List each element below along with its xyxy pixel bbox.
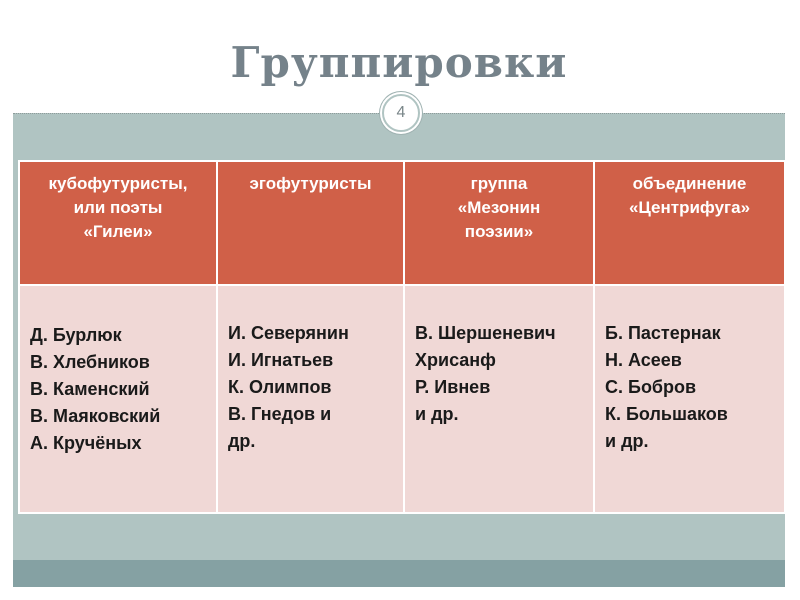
header-line: кубофутуристы, xyxy=(48,174,188,193)
slide-title: Группировки xyxy=(230,38,568,87)
member-name: И. Игнатьев xyxy=(228,350,334,370)
member-name: и др. xyxy=(415,404,459,424)
header-line: «Гилеи» xyxy=(83,222,153,241)
member-name: В. Маяковский xyxy=(30,406,161,426)
header-line: «Мезонин xyxy=(457,198,541,217)
header-line: эгофутуристы xyxy=(249,174,372,193)
member-name: А. Кручёных xyxy=(30,433,142,453)
member-name: И. Северянин xyxy=(228,323,349,343)
groups-table xyxy=(18,160,785,514)
member-name: В. Хлебников xyxy=(30,352,150,372)
member-name: В. Шершеневич xyxy=(415,323,556,343)
header-line: объединение xyxy=(632,174,747,193)
header-line: поэзии» xyxy=(464,222,534,241)
member-name: Хрисанф xyxy=(415,350,496,370)
header-egofuturists xyxy=(217,161,404,285)
header-cubofuturists xyxy=(19,161,217,285)
member-name: др. xyxy=(228,431,256,451)
header-line: группа xyxy=(470,174,528,193)
member-name: Н. Асеев xyxy=(605,350,682,370)
member-name: К. Большаков xyxy=(605,404,728,424)
member-name: В. Гнедов и xyxy=(228,404,332,424)
member-name: Д. Бурлюк xyxy=(30,325,122,345)
member-name: В. Каменский xyxy=(30,379,150,399)
member-name: С. Бобров xyxy=(605,377,697,397)
members-mezzanine-of-poetry xyxy=(404,285,594,513)
members-egofuturists xyxy=(217,285,404,513)
slide xyxy=(13,12,785,587)
member-name: Б. Пастернак xyxy=(605,323,721,343)
member-name: К. Олимпов xyxy=(228,377,332,397)
members-cubofuturists xyxy=(19,285,217,513)
header-centrifuge xyxy=(594,161,785,285)
member-name: Р. Ивнев xyxy=(415,377,491,397)
header-line: или поэты xyxy=(73,198,163,217)
member-name: и др. xyxy=(605,431,649,451)
table-row xyxy=(19,285,785,513)
header-line: «Центрифуга» xyxy=(628,198,751,217)
members-centrifuge xyxy=(594,285,785,513)
slide-number-badge: 4 xyxy=(382,94,420,132)
table-header-row xyxy=(19,161,785,285)
header-mezzanine-of-poetry xyxy=(404,161,594,285)
bottom-strip xyxy=(13,560,785,587)
